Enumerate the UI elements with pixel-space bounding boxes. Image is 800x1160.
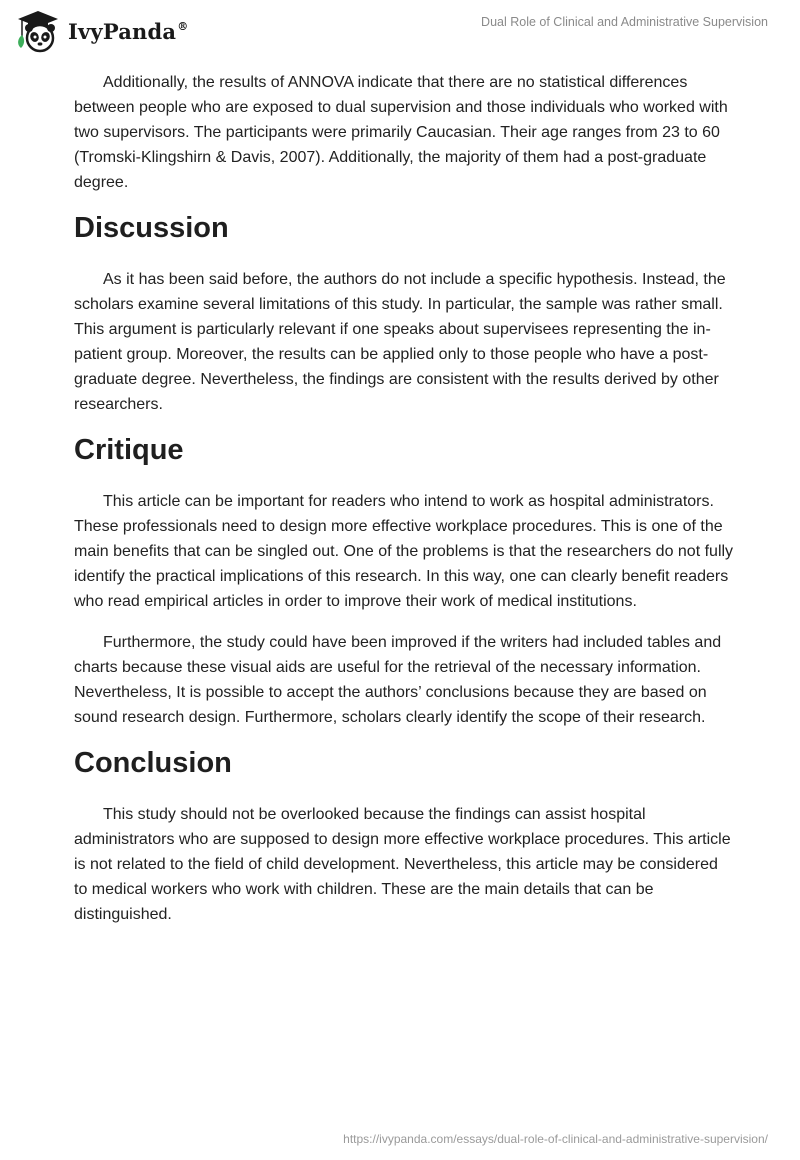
paragraph-conclusion: This study should not be overlooked because the findings can assist hospital administrators who are supposed to design more effective workplace procedures. This article is not related to the field of child development. Nevertheless, this article may be considered to medical workers who work with children. These are the main details that can be distinguished. (74, 806, 731, 923)
brand-logo[interactable] (14, 8, 188, 54)
registered-mark: ® (177, 19, 189, 33)
paragraph-critique-1: This article can be important for readers who intend to work as hospital administrators. These professionals need to design more effective workplace procedures. This is one of the main benefits that can be singled out. One of the problems is that the researchers do not fully identify the practical implications of this research. In this way, one can clearly benefit readers who read empirical articles in order to improve their work of medical institutions. (74, 493, 734, 610)
heading-discussion: Discussion (74, 212, 229, 244)
paragraph-results: Additionally, the results of ANNOVA indicate that there are no statistical differences between people who are exposed to dual supervision and those individuals who worked with two supervisors. The participants were primarily Caucasian. Their age ranges from 23 to 60 (Tromski-Klingshirn & Davis, 2007). Additionally, the majority of them had a post-graduate degree. (74, 74, 728, 191)
paragraph-critique-2: Furthermore, the study could have been improved if the writers had included tables and charts because these visual aids are useful for the retrieval of the necessary information. Nevertheless, It is possible to accept the authors’ conclusions because they are based on sound research design. Furthermore, scholars clearly identify the scope of their research. (74, 634, 722, 726)
heading-conclusion: Conclusion (74, 747, 232, 779)
brand-name-text: IvyPanda (68, 18, 177, 44)
heading-critique: Critique (74, 434, 184, 466)
document-title: Dual Role of Clinical and Administrative Supervision (481, 15, 768, 29)
page-header (0, 0, 800, 62)
brand-name (68, 19, 188, 44)
essay-body (74, 70, 734, 943)
source-url[interactable]: https://ivypanda.com/essays/dual-role-of-clinical-and-administrative-supervision/ (343, 1132, 768, 1146)
panda-graduate-icon (14, 9, 62, 53)
paragraph-discussion: As it has been said before, the authors do not include a specific hypothesis. Instead, the scholars examine several limitations of this study. In particular, the sample was rather small. This argument is particularly relevant if one speaks about supervisees representing the in-patient group. Moreover, the results can be applied only to those people who have a post-graduate degree. Nevertheless, the findings are consistent with the results derived by other researchers. (74, 271, 726, 413)
